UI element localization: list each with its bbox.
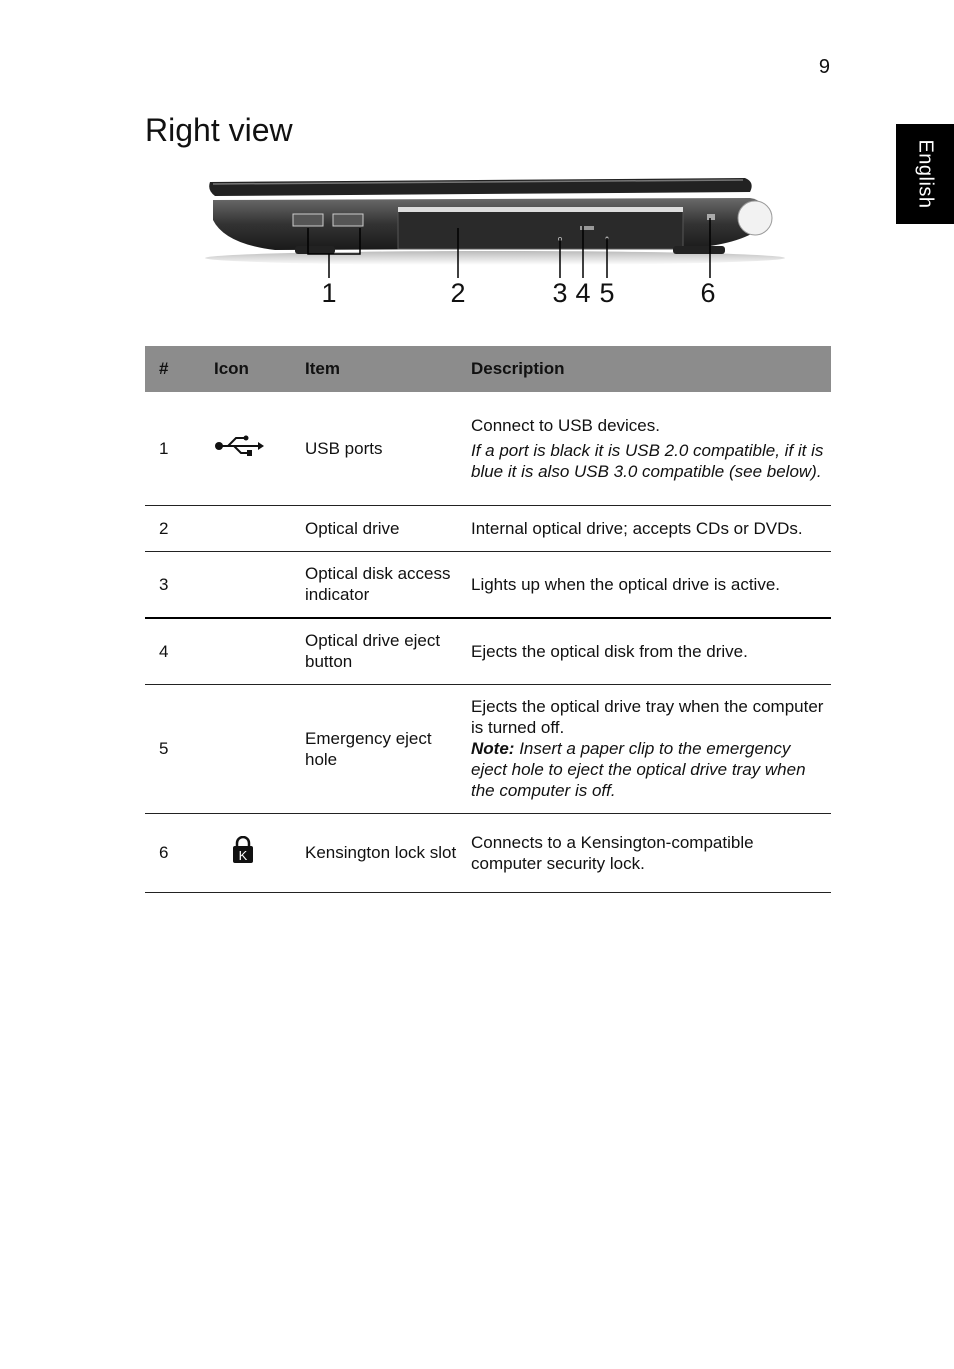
table-row bbox=[145, 618, 831, 684]
callout-4: 4 bbox=[575, 278, 591, 308]
kensington-lock-icon bbox=[214, 836, 254, 869]
usb-icon bbox=[214, 443, 264, 462]
row-description: Connect to USB devices. If a port is black it is USB 2.0 compatible, if it is blue it is also USB 3.0 compatible (see below). bbox=[465, 392, 831, 505]
row-description: Ejects the optical disk from the drive. bbox=[465, 618, 831, 684]
row-number: 2 bbox=[145, 505, 208, 551]
page-title: Right view bbox=[145, 112, 293, 148]
row-number: 1 bbox=[145, 392, 208, 505]
row-item: Emergency eject hole bbox=[299, 684, 465, 813]
usb-port-b bbox=[333, 214, 363, 226]
row-item: Optical disk access indicator bbox=[299, 551, 465, 618]
row-description: Ejects the optical drive tray when the computer is turned off. Note: Insert a paper clip to the emergency eject hole to eject the optical drive tray when the computer is off. bbox=[465, 684, 831, 813]
row-description: Lights up when the optical drive is active. bbox=[465, 551, 831, 618]
row-description: Internal optical drive; accepts CDs or DVDs. bbox=[465, 505, 831, 551]
callout-6: 6 bbox=[700, 278, 716, 308]
row-item: Optical drive eject button bbox=[299, 618, 465, 684]
row-item: USB ports bbox=[299, 392, 465, 505]
table-row bbox=[145, 813, 831, 892]
row-number: 4 bbox=[145, 618, 208, 684]
table-row bbox=[145, 684, 831, 813]
header-description: Description bbox=[465, 346, 831, 392]
row-item: Optical drive bbox=[299, 505, 465, 551]
optical-drive-tray bbox=[398, 207, 683, 249]
row-item: Kensington lock slot bbox=[299, 813, 465, 892]
row-number: 6 bbox=[145, 813, 208, 892]
table-row bbox=[145, 392, 831, 505]
lock-slot bbox=[707, 214, 715, 220]
row-number: 5 bbox=[145, 684, 208, 813]
table-header-row bbox=[145, 346, 831, 392]
hinge-cap bbox=[738, 201, 772, 235]
row-number: 3 bbox=[145, 551, 208, 618]
header-icon: Icon bbox=[208, 346, 299, 392]
page-number: 9 bbox=[818, 56, 830, 78]
svg-text:K: K bbox=[238, 848, 248, 863]
language-tab bbox=[896, 124, 954, 224]
row-description: Connects to a Kensington-compatible computer security lock. bbox=[465, 813, 831, 892]
callout-2: 2 bbox=[450, 278, 466, 308]
language-tab-label: English bbox=[914, 139, 937, 209]
ports-table bbox=[145, 346, 831, 893]
usb-port-a bbox=[293, 214, 323, 226]
callout-1: 1 bbox=[321, 278, 337, 308]
callout-5: 5 bbox=[599, 278, 615, 308]
table-row bbox=[145, 551, 831, 618]
header-number: # bbox=[145, 346, 208, 392]
table-row bbox=[145, 505, 831, 551]
callout-3: 3 bbox=[552, 278, 568, 308]
header-item: Item bbox=[299, 346, 465, 392]
